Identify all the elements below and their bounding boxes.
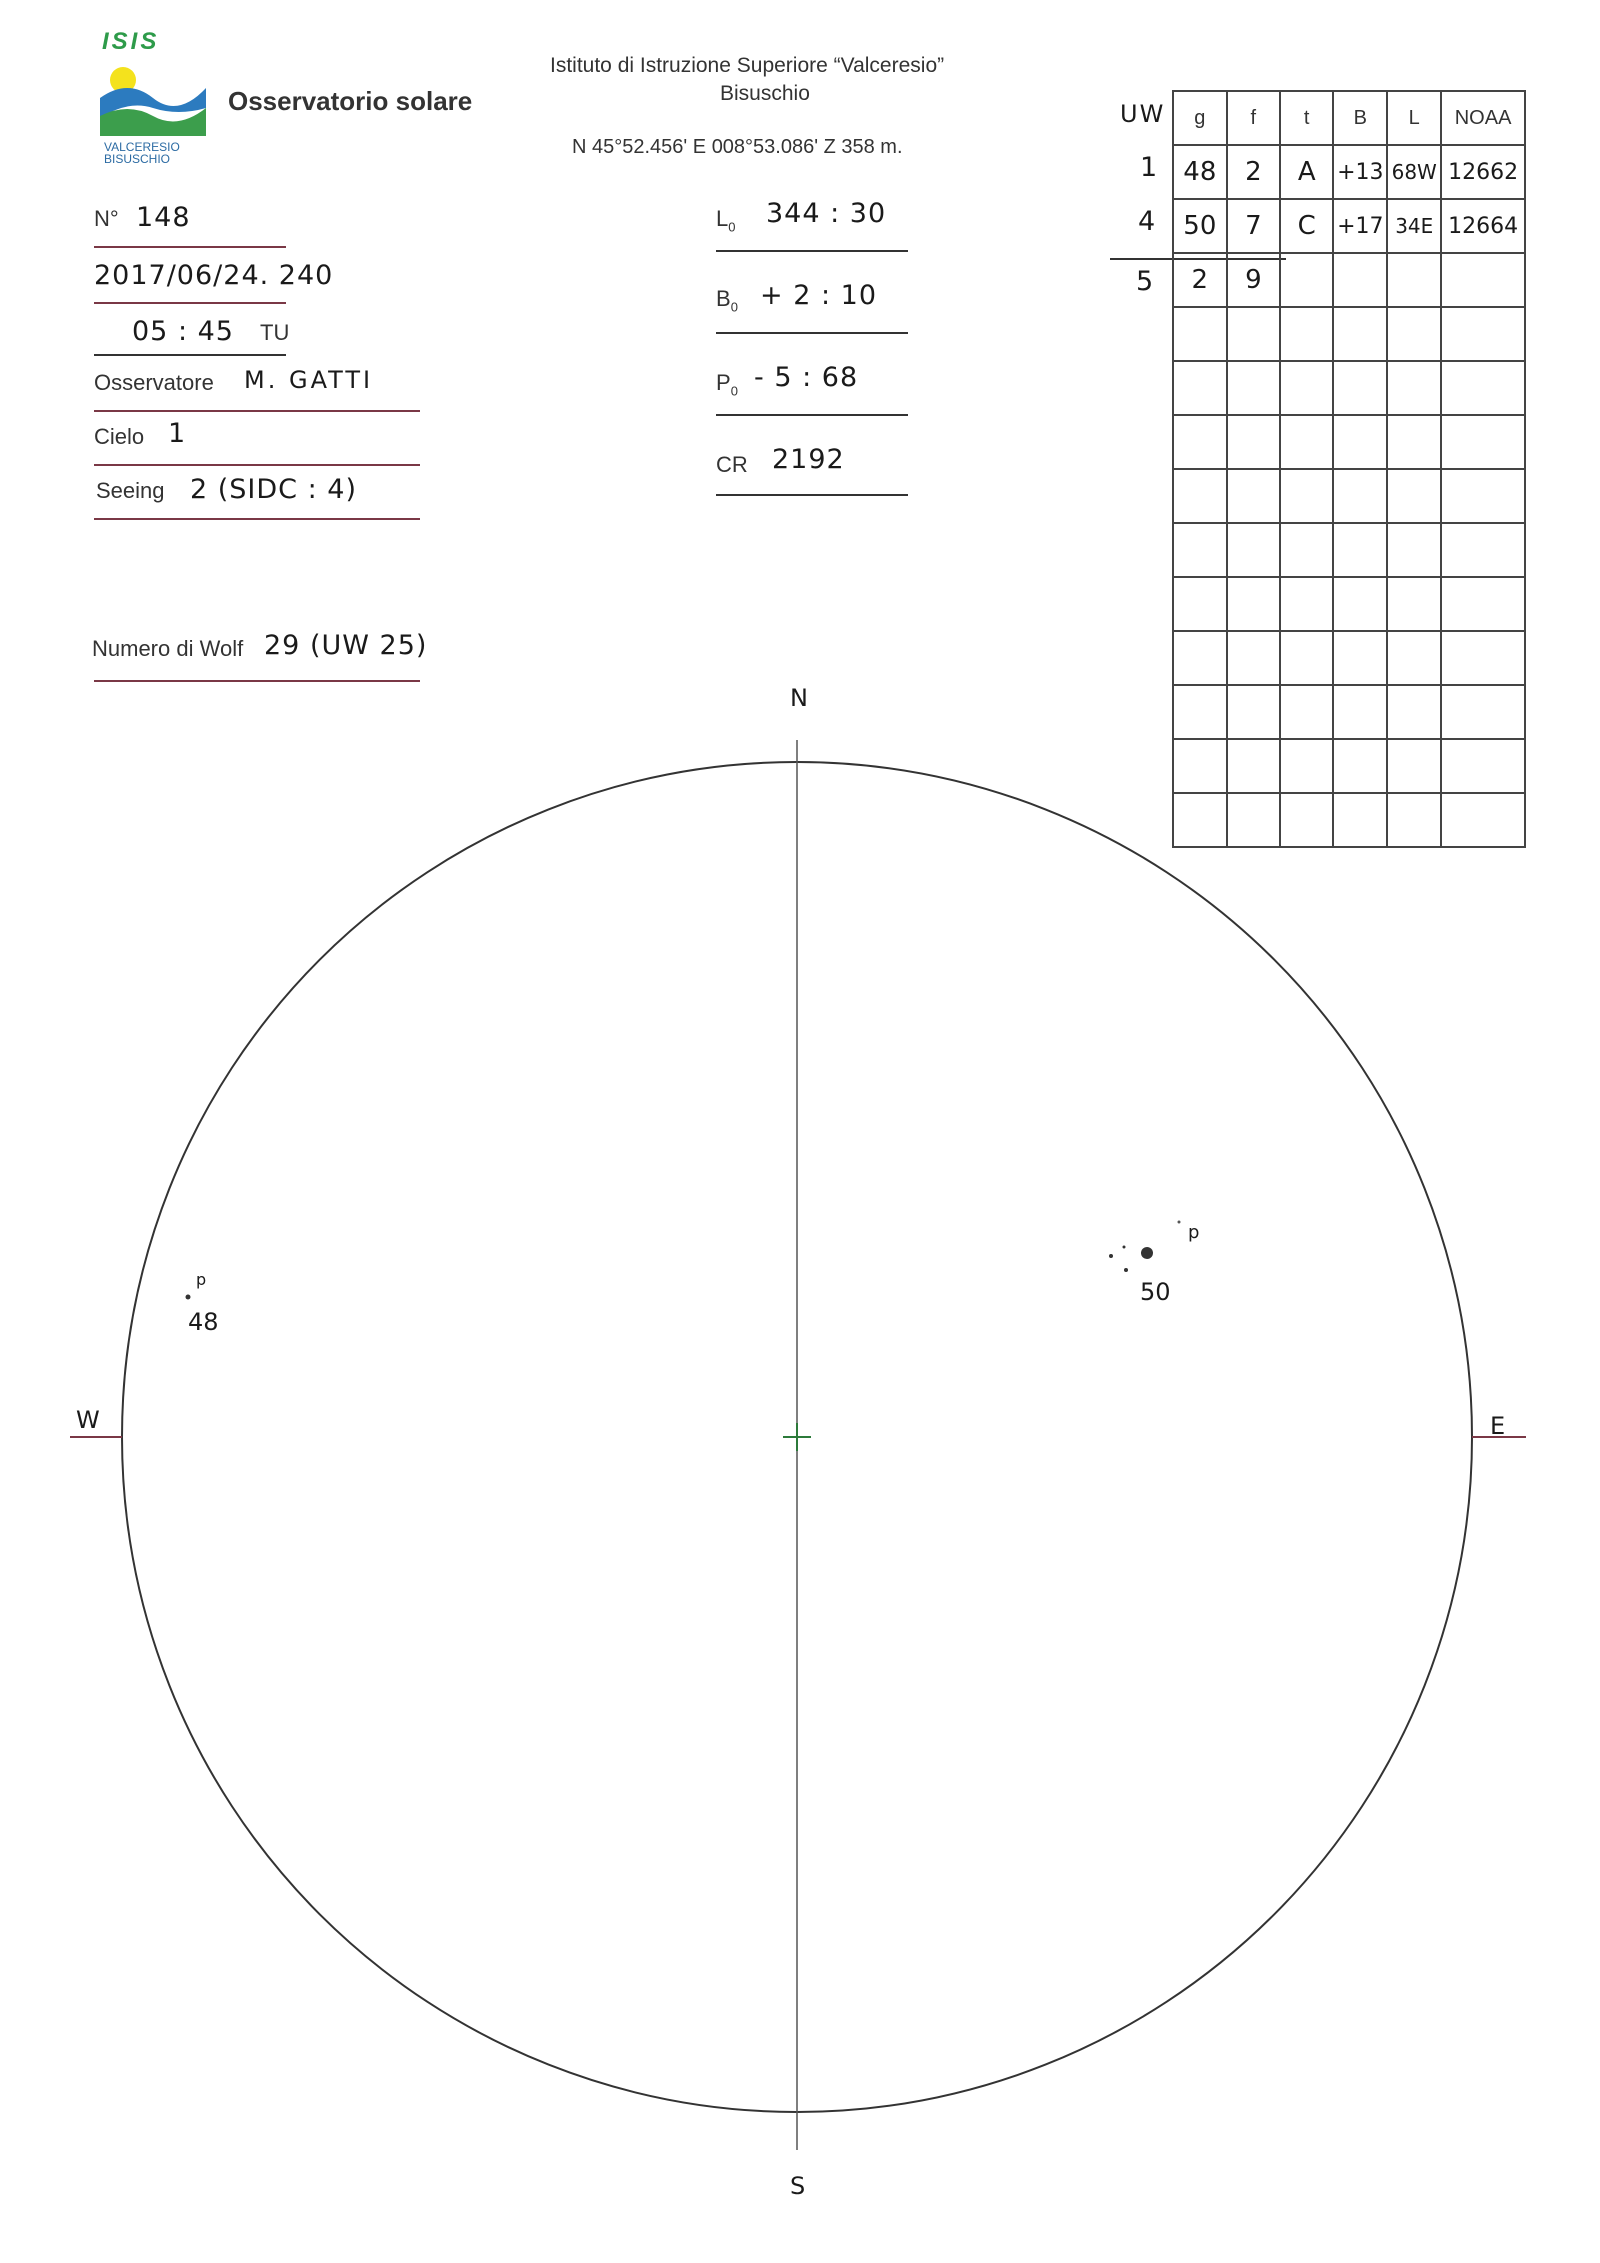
l0-label: $L_0$ <box>716 206 736 235</box>
uw-header: UW <box>1120 100 1166 128</box>
sunspot <box>1178 1221 1181 1224</box>
sky-value: 1 <box>168 418 187 449</box>
institute-city: Bisuschio <box>720 82 810 105</box>
col-header-t: t <box>1280 91 1333 145</box>
east-label: E <box>1490 1412 1506 1440</box>
table-cell: +13 <box>1333 145 1387 199</box>
observatory-title: Osservatorio solare <box>228 86 473 116</box>
field-underline <box>94 302 286 304</box>
field-underline <box>94 518 420 520</box>
sunspot <box>1123 1246 1126 1249</box>
number-label: N° <box>94 206 119 231</box>
col-header-l: L <box>1387 91 1441 145</box>
cr-value: 2192 <box>772 444 845 475</box>
field-underline <box>94 464 420 466</box>
table-cell: 12662 <box>1441 145 1525 199</box>
seeing-value: 2 (SIDC : 4) <box>190 474 358 505</box>
table-cell: A <box>1280 145 1333 199</box>
logo <box>98 28 208 166</box>
table-cell: 50 <box>1173 199 1227 253</box>
field-underline <box>94 354 286 356</box>
field-underline <box>716 250 908 252</box>
field-underline <box>94 246 286 248</box>
seeing-label: Seeing <box>96 478 165 503</box>
time-label: TU <box>260 320 290 345</box>
sunspot <box>1124 1268 1128 1272</box>
coordinates: N 45°52.456' E 008°53.086' Z 358 m. <box>572 136 903 158</box>
table-cell: 7 <box>1227 199 1280 253</box>
table-cell: 34E <box>1387 199 1441 253</box>
p0-label: $P_0$ <box>716 370 738 399</box>
cr-label: CR <box>716 452 748 477</box>
group-48-label: 48 <box>188 1308 219 1336</box>
b0-label: $B_0$ <box>716 286 738 315</box>
wolf-label: Numero di Wolf <box>92 636 244 661</box>
table-cell: C <box>1280 199 1333 253</box>
south-label: S <box>790 2172 806 2200</box>
table-cell: +17 <box>1333 199 1387 253</box>
table-cell: 12664 <box>1441 199 1525 253</box>
wolf-value: 29 (UW 25) <box>264 630 428 661</box>
field-underline <box>94 680 420 682</box>
logo-graphic-icon <box>98 58 208 138</box>
sunspot <box>1141 1247 1153 1259</box>
field-underline <box>716 332 908 334</box>
west-label: W <box>76 1406 100 1434</box>
group-50-label: 50 <box>1140 1278 1171 1306</box>
table-total: 2 <box>1173 253 1227 307</box>
table-cell: 48 <box>1173 145 1227 199</box>
number-value: 148 <box>136 202 191 233</box>
logo-caption: BISUSCHIO <box>104 152 171 166</box>
table-cell: 2 <box>1227 145 1280 199</box>
b0-value: + 2 : 10 <box>760 280 878 311</box>
observer-label: Osservatore <box>94 370 214 395</box>
field-underline <box>716 414 908 416</box>
col-header-noaa: NOAA <box>1441 91 1525 145</box>
logo-text: ISIS <box>102 28 160 55</box>
group-50-class: p <box>1188 1222 1200 1243</box>
solar-disk <box>122 762 1472 2112</box>
col-header-f: f <box>1227 91 1280 145</box>
field-underline <box>716 494 908 496</box>
field-underline <box>94 410 420 412</box>
sunspot-group-table <box>1172 90 1526 848</box>
uw-row-value: 4 <box>1138 206 1157 237</box>
uw-row-value: 1 <box>1140 152 1159 183</box>
logo-caption: VALCERESIO <box>104 140 180 154</box>
sky-label: Cielo <box>94 424 145 449</box>
sunspot <box>1109 1254 1113 1258</box>
time-value: 05 : 45 <box>132 316 234 347</box>
uw-total: 5 <box>1136 266 1155 297</box>
north-label: N <box>790 684 808 712</box>
date-value: 2017/06/24. 240 <box>94 260 334 291</box>
p0-value: - 5 : 68 <box>754 362 859 393</box>
col-header-g: g <box>1173 91 1227 145</box>
table-cell: 68W <box>1387 145 1441 199</box>
col-header-b: B <box>1333 91 1387 145</box>
group-48-class: p <box>196 1270 207 1289</box>
table-total: 9 <box>1227 253 1280 307</box>
observer-value: M. GATTI <box>244 366 374 394</box>
sunspot <box>186 1295 191 1300</box>
institute-name: Istituto di Istruzione Superiore “Valceresio” <box>550 54 945 77</box>
l0-value: 344 : 30 <box>766 198 887 229</box>
